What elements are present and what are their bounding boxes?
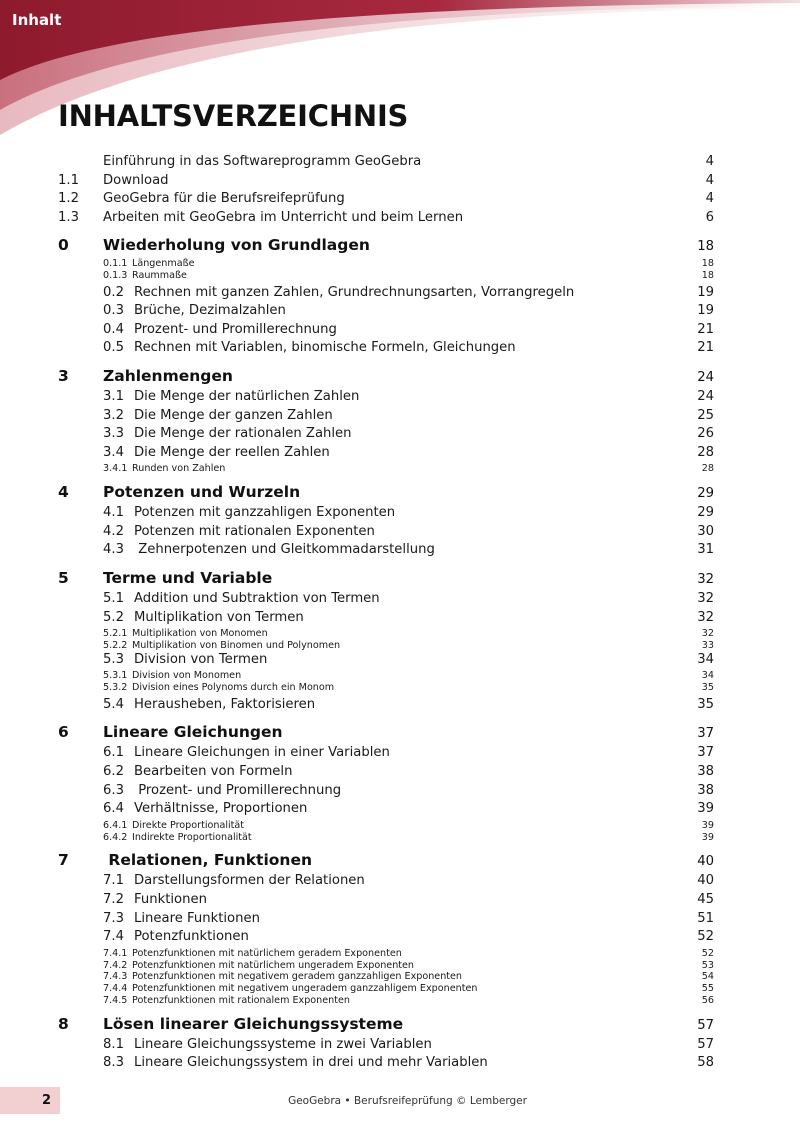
toc-entry-number: 6.4.1 bbox=[103, 819, 128, 831]
toc-entry-title bbox=[103, 389, 697, 404]
toc-entry-title bbox=[103, 892, 697, 907]
toc-entry-number: 7.3 bbox=[103, 910, 124, 926]
toc-entry-number: 5.2.1 bbox=[103, 628, 128, 640]
toc-sub-row[interactable] bbox=[58, 463, 714, 475]
toc-section-row[interactable] bbox=[58, 1055, 714, 1074]
toc-entry-number: 0.1.1 bbox=[103, 258, 128, 269]
toc-entry-page: 18 bbox=[697, 239, 714, 254]
toc-entry-title: Download bbox=[103, 172, 169, 188]
toc-entry-page: 34 bbox=[697, 651, 714, 667]
toc-entry-number: 7.4 bbox=[103, 929, 124, 945]
toc-entry-title bbox=[103, 524, 697, 539]
toc-section-row[interactable] bbox=[58, 426, 714, 445]
toc-entry-page: 40 bbox=[697, 854, 714, 870]
toc-section-row[interactable] bbox=[58, 340, 714, 359]
footer-text: GeoGebra • Berufsreifeprüfung © Lemberger bbox=[288, 1095, 527, 1107]
toc-entry-page: 4 bbox=[705, 172, 714, 188]
toc-entry-title bbox=[103, 408, 697, 423]
toc-entry-number: 4.2 bbox=[103, 523, 124, 539]
toc-entry-number: 3 bbox=[58, 366, 69, 385]
toc-entry-number: 7.2 bbox=[103, 892, 124, 908]
toc-entry-title bbox=[103, 426, 697, 441]
toc-entry-page: 53 bbox=[701, 959, 714, 971]
toc-entry-number: 0.5 bbox=[103, 340, 124, 356]
toc-entry-number: 5.4 bbox=[103, 696, 124, 712]
toc-entry-number: 8.1 bbox=[103, 1036, 124, 1052]
toc-entry-page: 4 bbox=[705, 191, 714, 206]
toc-entry-title bbox=[103, 873, 697, 888]
toc-entry-title-text: Potenzfunktionen mit negativem geradem ganzzahligen Exponenten bbox=[132, 971, 463, 983]
toc-spacer bbox=[58, 359, 714, 367]
toc-entry-title-text: Multiplikation von Termen bbox=[134, 609, 304, 625]
toc-entry-title: Relationen, Funktionen bbox=[103, 851, 313, 870]
toc-intro-row[interactable] bbox=[58, 154, 714, 173]
toc-sub-row[interactable] bbox=[58, 971, 714, 983]
toc-sub-row[interactable] bbox=[58, 948, 714, 960]
toc-intro-row[interactable] bbox=[58, 173, 714, 192]
toc-section-row[interactable] bbox=[58, 652, 714, 671]
toc-section-row[interactable] bbox=[58, 697, 714, 716]
toc-entry-number: 7.4.4 bbox=[103, 983, 128, 995]
toc-entry-page: 39 bbox=[701, 819, 714, 831]
toc-entry-title bbox=[103, 652, 697, 667]
toc-entry-title-text: Verhältnisse, Proportionen bbox=[134, 801, 308, 817]
toc-section-row[interactable] bbox=[58, 322, 714, 341]
toc-entry-title bbox=[103, 303, 697, 318]
toc-entry-title bbox=[103, 270, 702, 281]
toc-entry-title-text: Funktionen bbox=[134, 892, 207, 908]
toc-entry-title bbox=[103, 1055, 697, 1070]
toc-section-row[interactable] bbox=[58, 542, 714, 561]
toc-entry-number: 3.4.1 bbox=[103, 463, 128, 475]
toc-entry-number: 0.1.3 bbox=[103, 269, 128, 281]
toc-entry-number: 5.2 bbox=[103, 609, 124, 625]
toc-entry-number: 7.4.2 bbox=[103, 959, 128, 971]
toc-entry-title-text: Division von Monomen bbox=[132, 670, 242, 682]
toc-entry-page: 18 bbox=[701, 269, 714, 281]
toc-entry-title bbox=[103, 697, 697, 712]
toc-entry-title bbox=[103, 610, 697, 625]
toc-entry-title-text: Darstellungsformen der Relationen bbox=[134, 873, 365, 889]
toc-entry-page: 28 bbox=[697, 444, 714, 460]
toc-entry-number: 1.3 bbox=[58, 209, 79, 225]
toc-entry-title-text: Die Menge der rationalen Zahlen bbox=[134, 426, 352, 442]
toc-chapter-row[interactable] bbox=[58, 569, 714, 591]
toc-entry-title-text: Die Menge der ganzen Zahlen bbox=[134, 407, 333, 423]
toc-section-row[interactable] bbox=[58, 873, 714, 892]
toc-entry-page: 32 bbox=[697, 571, 714, 587]
toc-section-row[interactable] bbox=[58, 801, 714, 820]
toc-entry-title: Lösen linearer Gleichungssysteme bbox=[103, 1014, 404, 1033]
toc-entry-title: Einführung in das Softwareprogramm GeoGebra bbox=[103, 154, 422, 169]
toc-entry-title-text: Prozent- und Promillerechnung bbox=[134, 782, 342, 798]
toc-entry-title-text: Brüche, Dezimalzahlen bbox=[134, 303, 286, 319]
toc-entry-title-text: Zehnerpotenzen und Gleitkommadarstellung bbox=[134, 542, 435, 558]
toc-entry-title-text: Prozent- und Promillerechnung bbox=[134, 321, 337, 337]
toc-entry-title-text: Direkte Proportionalität bbox=[132, 819, 245, 831]
toc-entry-title bbox=[103, 948, 702, 959]
toc-entry-page: 24 bbox=[697, 388, 714, 404]
toc-entry-title-text: Lineare Gleichungen in einer Variablen bbox=[134, 745, 390, 761]
toc-entry-number: 3.1 bbox=[103, 388, 124, 404]
toc-entry-title bbox=[103, 832, 702, 843]
toc-entry-title-text: Multiplikation von Monomen bbox=[132, 628, 268, 640]
toc-entry-number: 4 bbox=[58, 483, 69, 502]
toc-entry-title bbox=[103, 745, 697, 760]
toc-sub-row[interactable] bbox=[58, 682, 714, 694]
toc-entry-number: 5.1 bbox=[103, 590, 124, 606]
toc-section-row[interactable] bbox=[58, 285, 714, 304]
toc-entry-title bbox=[103, 628, 702, 639]
toc-entry-number: 7.4.1 bbox=[103, 947, 128, 959]
toc-entry-title-text: Die Menge der natürlichen Zahlen bbox=[134, 388, 360, 404]
header-section-label: Inhalt bbox=[12, 11, 62, 29]
toc-entry-page: 57 bbox=[697, 1017, 714, 1033]
page-title: INHALTSVERZEICHNIS bbox=[58, 99, 409, 133]
toc-entry-title bbox=[103, 340, 697, 355]
toc-entry-number: 5.3.1 bbox=[103, 670, 128, 682]
toc-entry-title-text: Potenzfunktionen mit natürlichem ungeradem Exponenten bbox=[132, 959, 415, 971]
toc-entry-title-text: Multiplikation von Binomen und Polynomen bbox=[132, 639, 341, 651]
toc-chapter-row[interactable] bbox=[58, 851, 714, 873]
toc-entry-number: 6.3 bbox=[103, 782, 124, 798]
toc-entry-title bbox=[103, 783, 697, 798]
toc-sub-row[interactable] bbox=[58, 270, 714, 282]
toc-entry-page: 19 bbox=[697, 303, 714, 319]
toc-entry-title-text: Division eines Polynoms durch ein Monom bbox=[132, 682, 335, 694]
toc-chapter-row[interactable] bbox=[58, 723, 714, 745]
toc-entry-number: 4.1 bbox=[103, 505, 124, 521]
toc-entry-page: 31 bbox=[697, 542, 714, 558]
toc-sub-row[interactable] bbox=[58, 995, 714, 1007]
toc-entry-page: 18 bbox=[701, 258, 714, 269]
toc-entry-page: 45 bbox=[697, 892, 714, 908]
toc-entry-page: 29 bbox=[697, 486, 714, 502]
toc-entry-page: 38 bbox=[697, 764, 714, 780]
toc-entry-page: 35 bbox=[701, 682, 714, 694]
toc-section-row[interactable] bbox=[58, 505, 714, 524]
toc-sub-row[interactable] bbox=[58, 628, 714, 640]
toc-spacer bbox=[58, 475, 714, 483]
toc-entry-number: 7.4.3 bbox=[103, 971, 128, 983]
toc-entry-title: Arbeiten mit GeoGebra im Unterricht und beim Lernen bbox=[103, 209, 464, 225]
toc-entry-number: 5.2.2 bbox=[103, 639, 128, 651]
toc-entry-page: 57 bbox=[697, 1036, 714, 1052]
toc-entry-title bbox=[103, 322, 697, 337]
toc-entry-number: 6.1 bbox=[103, 745, 124, 761]
toc-entry-title bbox=[103, 801, 697, 816]
toc-entry-title-text: Potenzfunktionen bbox=[134, 929, 249, 945]
toc-section-row[interactable] bbox=[58, 745, 714, 764]
toc-entry-number: 3.4 bbox=[103, 444, 124, 460]
toc-entry-title bbox=[103, 285, 697, 300]
toc-section-row[interactable] bbox=[58, 929, 714, 948]
toc-entry-title-text: Rechnen mit Variablen, binomische Formeln, Gleichungen bbox=[134, 340, 516, 356]
toc-entry-title bbox=[103, 445, 697, 460]
toc-entry-page: 21 bbox=[697, 321, 714, 337]
toc-entry-page: 28 bbox=[701, 463, 714, 475]
toc-section-row[interactable] bbox=[58, 911, 714, 930]
toc-entry-page: 39 bbox=[701, 831, 714, 843]
toc-section-row[interactable] bbox=[58, 445, 714, 464]
toc-entry-title bbox=[103, 764, 697, 779]
toc-entry-title-text: Division von Termen bbox=[134, 651, 268, 667]
toc-entry-title bbox=[103, 971, 702, 982]
toc-entry-page: 34 bbox=[701, 670, 714, 682]
toc-entry-title-text: Bearbeiten von Formeln bbox=[134, 764, 293, 780]
toc-entry-title bbox=[103, 505, 697, 520]
toc-entry-number: 3.3 bbox=[103, 426, 124, 442]
toc-entry-title-text: Runden von Zahlen bbox=[132, 463, 226, 475]
toc-entry-title bbox=[103, 542, 697, 557]
table-of-contents bbox=[58, 154, 714, 1074]
toc-entry-title-text: Lineare Gleichungssysteme in zwei Variablen bbox=[134, 1036, 432, 1052]
toc-entry-number: 8 bbox=[58, 1014, 69, 1033]
toc-entry-page: 32 bbox=[697, 609, 714, 625]
toc-entry-title-text: Potenzen mit rationalen Exponenten bbox=[134, 523, 375, 539]
toc-entry-title: Zahlenmengen bbox=[103, 366, 233, 385]
toc-entry-title bbox=[103, 682, 702, 693]
toc-entry-title bbox=[103, 983, 702, 994]
toc-entry-page: 30 bbox=[697, 523, 714, 539]
toc-section-row[interactable] bbox=[58, 303, 714, 322]
toc-spacer bbox=[58, 1007, 714, 1015]
toc-entry-title bbox=[103, 995, 702, 1006]
toc-section-row[interactable] bbox=[58, 408, 714, 427]
toc-entry-page: 56 bbox=[701, 995, 714, 1007]
toc-entry-page: 55 bbox=[701, 983, 714, 995]
toc-section-row[interactable] bbox=[58, 610, 714, 629]
toc-entry-title: Lineare Gleichungen bbox=[103, 723, 283, 742]
toc-entry-number: 7.4.5 bbox=[103, 995, 128, 1007]
toc-entry-page: 25 bbox=[697, 407, 714, 423]
toc-entry-page: 52 bbox=[697, 929, 714, 945]
toc-spacer bbox=[58, 228, 714, 236]
toc-entry-page: 52 bbox=[701, 947, 714, 959]
toc-entry-number: 4.3 bbox=[103, 542, 124, 558]
toc-entry-number: 6 bbox=[58, 723, 69, 742]
toc-entry-number: 7.1 bbox=[103, 873, 124, 889]
toc-entry-title-text: Die Menge der reellen Zahlen bbox=[134, 444, 330, 460]
toc-entry-number: 1.1 bbox=[58, 172, 79, 188]
toc-entry-title-text: Indirekte Proportionalität bbox=[132, 831, 252, 843]
toc-entry-title bbox=[103, 820, 702, 831]
toc-entry-title-text: Lineare Gleichungssystem in drei und mehr Variablen bbox=[134, 1055, 488, 1071]
toc-entry-title: Wiederholung von Grundlagen bbox=[103, 236, 370, 254]
toc-spacer bbox=[58, 561, 714, 569]
toc-entry-page: 32 bbox=[701, 628, 714, 640]
toc-entry-title bbox=[103, 640, 702, 651]
toc-entry-page: 6 bbox=[705, 209, 714, 225]
toc-entry-title: Potenzen und Wurzeln bbox=[103, 483, 301, 502]
toc-entry-title bbox=[103, 929, 697, 944]
toc-entry-page: 24 bbox=[697, 369, 714, 385]
toc-entry-page: 4 bbox=[705, 154, 714, 169]
toc-entry-page: 26 bbox=[697, 426, 714, 442]
toc-entry-number: 7 bbox=[58, 851, 69, 870]
toc-sub-row[interactable] bbox=[58, 983, 714, 995]
toc-entry-number: 5.3 bbox=[103, 651, 124, 667]
toc-entry-title-text: Potenzen mit ganzzahligen Exponenten bbox=[134, 505, 396, 521]
toc-section-row[interactable] bbox=[58, 764, 714, 783]
toc-entry-title bbox=[103, 911, 697, 926]
toc-intro-row[interactable] bbox=[58, 210, 714, 229]
toc-entry-page: 54 bbox=[701, 971, 714, 983]
toc-section-row[interactable] bbox=[58, 524, 714, 543]
toc-entry-number: 5.3.2 bbox=[103, 682, 128, 694]
toc-entry-number: 8.3 bbox=[103, 1055, 124, 1071]
toc-entry-number: 5 bbox=[58, 568, 69, 587]
toc-entry-title-text: Potenzfunktionen mit natürlichem geradem Exponenten bbox=[132, 947, 402, 959]
toc-section-row[interactable] bbox=[58, 1037, 714, 1056]
toc-section-row[interactable] bbox=[58, 783, 714, 802]
toc-entry-number: 6.4 bbox=[103, 801, 124, 817]
toc-entry-page: 38 bbox=[697, 782, 714, 798]
toc-sub-row[interactable] bbox=[58, 820, 714, 832]
toc-entry-page: 40 bbox=[697, 873, 714, 889]
toc-chapter-row[interactable] bbox=[58, 483, 714, 505]
toc-entry-number: 6.4.2 bbox=[103, 831, 128, 843]
toc-entry-title-text: Potenzfunktionen mit rationalem Exponenten bbox=[132, 995, 350, 1007]
toc-entry-number: 0.2 bbox=[103, 284, 124, 300]
toc-entry-number: 3.2 bbox=[103, 407, 124, 423]
toc-entry-page: 51 bbox=[697, 910, 714, 926]
toc-entry-title bbox=[103, 258, 702, 269]
toc-entry-title-text: Herausheben, Faktorisieren bbox=[134, 696, 316, 712]
toc-spacer bbox=[58, 715, 714, 723]
toc-entry-page: 21 bbox=[697, 340, 714, 356]
toc-sub-row[interactable] bbox=[58, 258, 714, 270]
toc-section-row[interactable] bbox=[58, 591, 714, 610]
footer-page-number: 2 bbox=[42, 1093, 52, 1108]
toc-entry-page: 29 bbox=[697, 505, 714, 521]
toc-entry-page: 58 bbox=[697, 1055, 714, 1071]
toc-chapter-row[interactable] bbox=[58, 236, 714, 258]
toc-entry-page: 37 bbox=[697, 745, 714, 761]
toc-entry-number: 0.3 bbox=[103, 303, 124, 319]
toc-section-row[interactable] bbox=[58, 389, 714, 408]
toc-entry-number: 6.2 bbox=[103, 764, 124, 780]
toc-sub-row[interactable] bbox=[58, 960, 714, 972]
toc-section-row[interactable] bbox=[58, 892, 714, 911]
toc-entry-page: 33 bbox=[701, 639, 714, 651]
toc-entry-title-text: Addition und Subtraktion von Termen bbox=[134, 590, 380, 606]
toc-entry-title-text: Rechnen mit ganzen Zahlen, Grundrechnungsarten, Vorrangregeln bbox=[134, 284, 575, 300]
toc-intro-row[interactable] bbox=[58, 191, 714, 210]
toc-entry-number: 0 bbox=[58, 236, 69, 254]
toc-entry-title bbox=[103, 670, 702, 681]
toc-entry-page: 32 bbox=[697, 590, 714, 606]
toc-entry-title-text: Potenzfunktionen mit negativem ungeradem ganzzahligem Exponenten bbox=[132, 983, 478, 995]
toc-entry-page: 39 bbox=[697, 801, 714, 817]
toc-entry-title: Terme und Variable bbox=[103, 568, 273, 587]
toc-sub-row[interactable] bbox=[58, 832, 714, 844]
toc-entry-title bbox=[103, 960, 702, 971]
toc-entry-title-text: Längenmaße bbox=[132, 258, 195, 269]
toc-entry-title: GeoGebra für die Berufsreifeprüfung bbox=[103, 191, 345, 206]
toc-entry-title-text: Raummaße bbox=[132, 269, 187, 281]
toc-entry-title bbox=[103, 1037, 697, 1052]
toc-entry-page: 19 bbox=[697, 284, 714, 300]
toc-entry-page: 35 bbox=[697, 696, 714, 712]
toc-entry-title-text: Lineare Funktionen bbox=[134, 910, 260, 926]
toc-spacer bbox=[58, 843, 714, 851]
toc-entry-title bbox=[103, 463, 702, 474]
toc-entry-number: 1.2 bbox=[58, 191, 79, 206]
toc-entry-page: 37 bbox=[697, 726, 714, 742]
toc-chapter-row[interactable] bbox=[58, 367, 714, 389]
toc-chapter-row[interactable] bbox=[58, 1015, 714, 1037]
toc-entry-number: 0.4 bbox=[103, 321, 124, 337]
toc-entry-title bbox=[103, 591, 697, 606]
toc-sub-row[interactable] bbox=[58, 640, 714, 652]
toc-sub-row[interactable] bbox=[58, 670, 714, 682]
